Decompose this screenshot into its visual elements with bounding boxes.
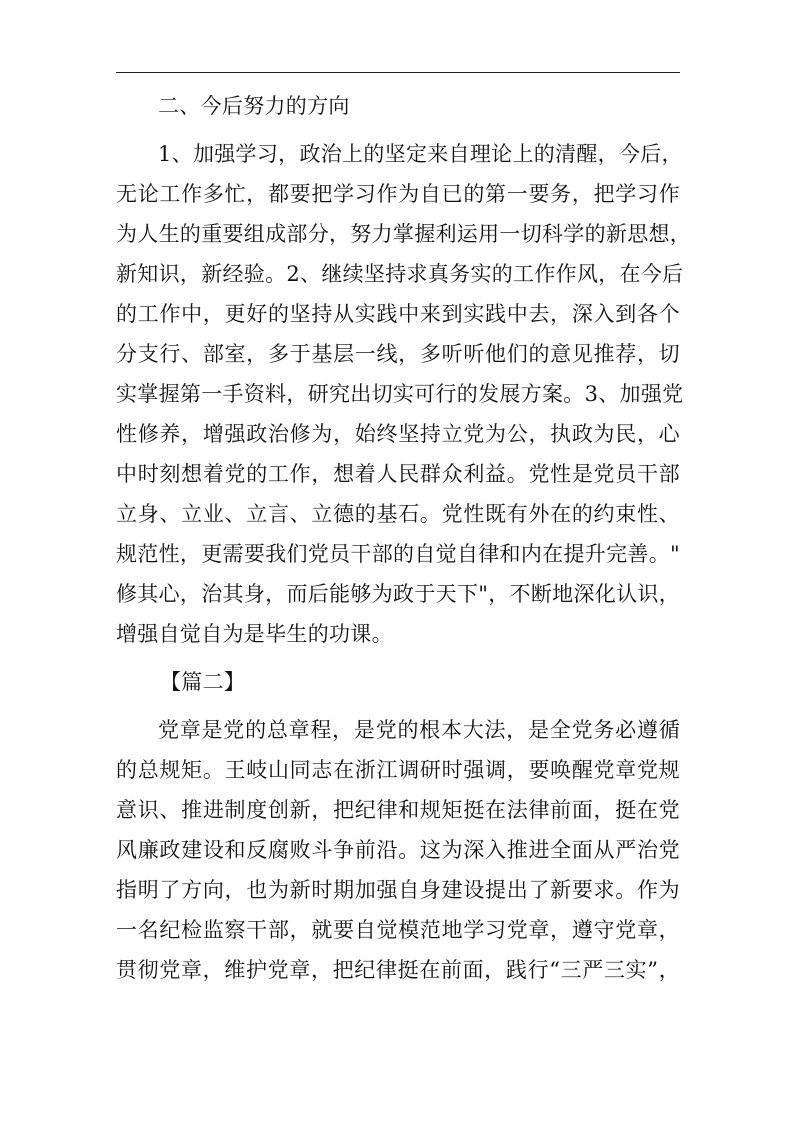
paragraph-line: 1、加强学习，政治上的坚定来自理论上的清醒，今后，: [158, 142, 683, 166]
paragraph-line: 无论工作多忙，都要把学习作为自已的第一要务，把学习作: [116, 182, 680, 206]
paragraph-line: 中时刻想着党的工作，想着人民群众利益。党性是党员干部: [116, 462, 680, 486]
paragraph-line: 风廉政建设和反腐败斗争前沿。这为深入推进全面从严治党: [116, 838, 680, 862]
header-rule: [116, 72, 680, 73]
paragraph-line: 意识、推进制度创新，把纪律和规矩挺在法律前面，挺在党: [116, 798, 680, 822]
paragraph-line: 实掌握第一手资料，研究出切实可行的发展方案。3、加强党: [116, 382, 684, 406]
paragraph-line: 一名纪检监察干部，就要自觉模范地学习党章，遵守党章，: [116, 918, 680, 942]
part2-heading: 【篇二】: [160, 670, 246, 694]
paragraph-line: 为人生的重要组成部分，努力掌握利运用一切科学的新思想，: [116, 222, 692, 246]
paragraph-line: 的工作中，更好的坚持从实践中来到实践中去，深入到各个: [116, 302, 680, 326]
paragraph-line: 性修养，增强政治修为，始终坚持立党为公，执政为民，心: [116, 422, 680, 446]
paragraph-line: 立身、立业、立言、立德的基石。党性既有外在的约束性、: [116, 502, 680, 526]
paragraph-line: 规范性，更需要我们党员干部的自觉自律和内在提升完善。": [116, 542, 680, 566]
paragraph-line: 增强自觉自为是毕生的功课。: [116, 622, 393, 646]
section-heading: 二、今后努力的方向: [158, 94, 350, 118]
paragraph-line: 党章是党的总章程，是党的根本大法，是全党务必遵循: [158, 718, 680, 742]
paragraph-line: 贯彻党章，维护党章，把纪律挺在前面，践行“三严三实”，: [116, 958, 680, 982]
paragraph-line: 修其心，治其身，而后能够为政于天下"，不断地深化认识，: [116, 582, 680, 606]
paragraph-line: 指明了方向，也为新时期加强自身建设提出了新要求。作为: [116, 878, 680, 902]
paragraph-line: 的总规矩。王岐山同志在浙江调研时强调，要唤醒党章党规: [116, 758, 680, 782]
paragraph-line: 新知识，新经验。2、继续坚持求真务实的工作作风，在今后: [116, 262, 684, 286]
paragraph-line: 分支行、部室，多于基层一线，多听听他们的意见推荐，切: [116, 342, 680, 366]
